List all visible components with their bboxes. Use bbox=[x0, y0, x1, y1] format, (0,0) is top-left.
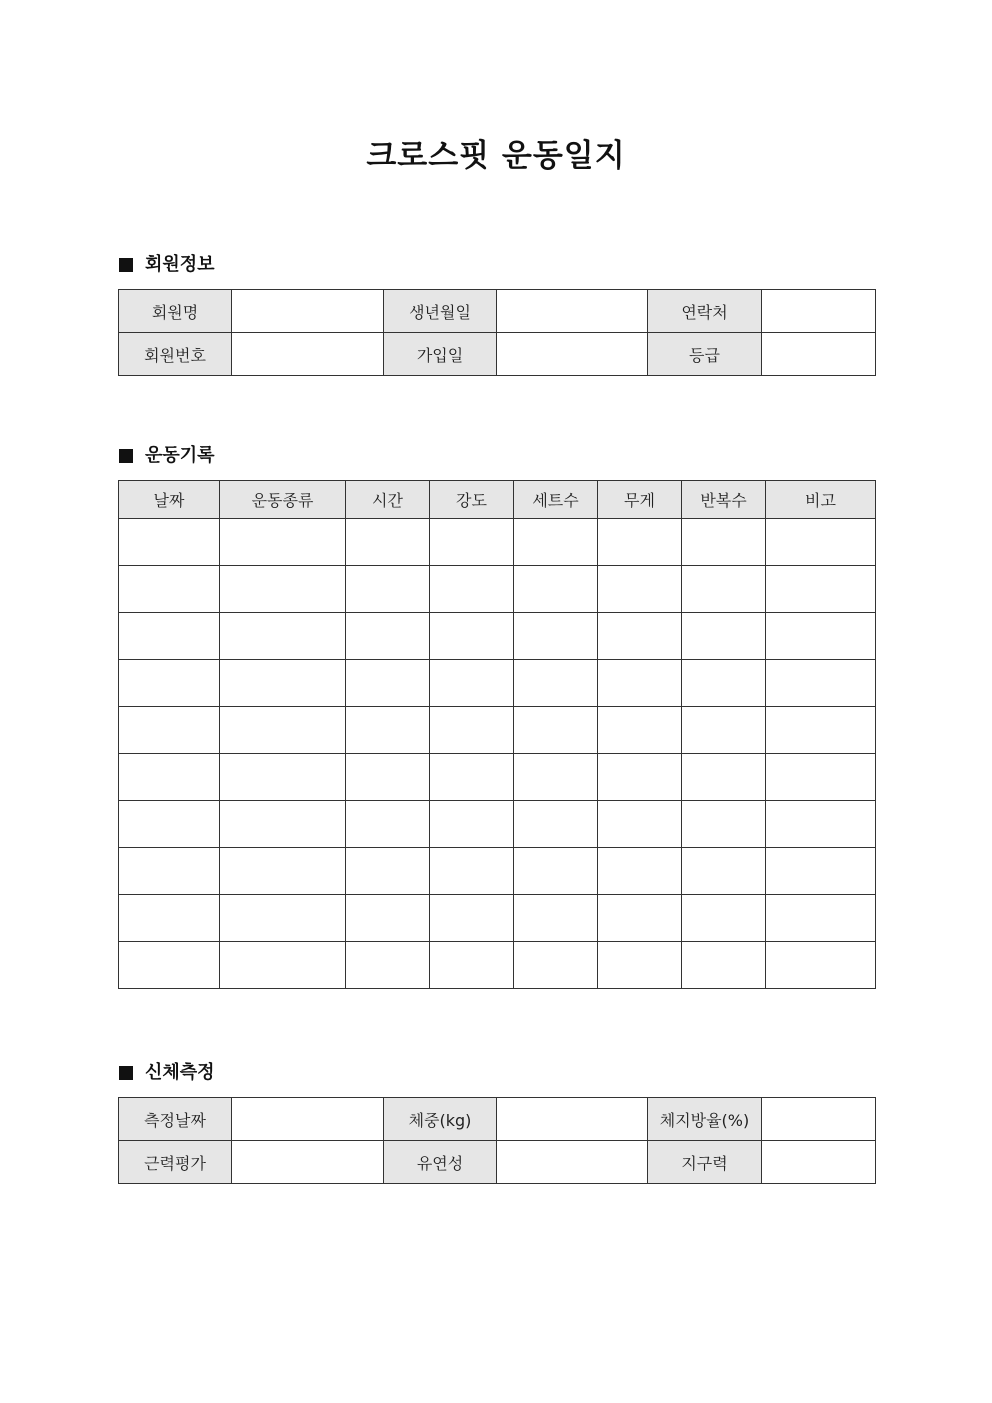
exercise-log-cell[interactable] bbox=[346, 613, 430, 660]
exercise-log-cell[interactable] bbox=[598, 707, 682, 754]
exercise-log-cell[interactable] bbox=[598, 566, 682, 613]
exercise-log-cell[interactable] bbox=[682, 801, 766, 848]
exercise-log-cell[interactable] bbox=[119, 895, 220, 942]
exercise-log-cell[interactable] bbox=[430, 613, 514, 660]
exercise-log-cell[interactable] bbox=[430, 707, 514, 754]
exercise-log-cell[interactable] bbox=[220, 707, 346, 754]
contact-label: 연락처 bbox=[648, 290, 762, 333]
table-row bbox=[119, 754, 876, 801]
flexibility-label: 유연성 bbox=[384, 1141, 497, 1184]
endurance-field[interactable] bbox=[762, 1141, 876, 1184]
exercise-log-cell[interactable] bbox=[346, 566, 430, 613]
exercise-log-cell[interactable] bbox=[119, 848, 220, 895]
birth-date-field[interactable] bbox=[497, 290, 648, 333]
exercise-log-cell[interactable] bbox=[220, 942, 346, 989]
column-header-date: 날짜 bbox=[119, 481, 220, 519]
member-number-field[interactable] bbox=[232, 333, 384, 376]
exercise-log-cell[interactable] bbox=[220, 566, 346, 613]
exercise-log-cell[interactable] bbox=[766, 613, 876, 660]
exercise-log-cell[interactable] bbox=[682, 613, 766, 660]
table-row bbox=[119, 333, 876, 376]
table-row bbox=[119, 801, 876, 848]
table-row bbox=[119, 1141, 876, 1184]
exercise-log-cell[interactable] bbox=[682, 942, 766, 989]
member-number-label: 회원번호 bbox=[119, 333, 232, 376]
join-date-label: 가입일 bbox=[384, 333, 497, 376]
exercise-log-cell[interactable] bbox=[220, 519, 346, 566]
exercise-log-cell[interactable] bbox=[766, 895, 876, 942]
exercise-log-cell[interactable] bbox=[514, 613, 598, 660]
table-row bbox=[119, 895, 876, 942]
exercise-log-cell[interactable] bbox=[346, 801, 430, 848]
exercise-log-cell[interactable] bbox=[766, 848, 876, 895]
exercise-log-cell[interactable] bbox=[514, 895, 598, 942]
exercise-log-cell[interactable] bbox=[346, 754, 430, 801]
exercise-log-cell[interactable] bbox=[514, 801, 598, 848]
exercise-log-cell[interactable] bbox=[119, 613, 220, 660]
exercise-log-cell[interactable] bbox=[766, 519, 876, 566]
column-header-reps: 반복수 bbox=[682, 481, 766, 519]
exercise-log-cell[interactable] bbox=[514, 848, 598, 895]
exercise-log-cell[interactable] bbox=[766, 942, 876, 989]
exercise-log-cell[interactable] bbox=[598, 660, 682, 707]
square-bullet-icon bbox=[119, 258, 133, 272]
endurance-label: 지구력 bbox=[648, 1141, 762, 1184]
strength-field[interactable] bbox=[232, 1141, 384, 1184]
body-measurement-table bbox=[118, 1097, 876, 1184]
exercise-log-cell[interactable] bbox=[346, 848, 430, 895]
exercise-log-heading bbox=[119, 444, 215, 468]
column-header-time: 시간 bbox=[346, 481, 430, 519]
grade-field[interactable] bbox=[762, 333, 876, 376]
exercise-log-cell[interactable] bbox=[682, 848, 766, 895]
exercise-log-cell[interactable] bbox=[430, 895, 514, 942]
exercise-log-cell[interactable] bbox=[119, 707, 220, 754]
table-row bbox=[119, 942, 876, 989]
body-measurement-heading bbox=[119, 1061, 215, 1085]
exercise-log-cell[interactable] bbox=[346, 895, 430, 942]
exercise-log-cell[interactable] bbox=[598, 519, 682, 566]
exercise-log-cell[interactable] bbox=[766, 801, 876, 848]
exercise-log-cell[interactable] bbox=[119, 754, 220, 801]
exercise-log-cell[interactable] bbox=[119, 660, 220, 707]
contact-field[interactable] bbox=[762, 290, 876, 333]
exercise-log-cell[interactable] bbox=[430, 566, 514, 613]
exercise-log-heading-text: 운동기록 bbox=[145, 445, 215, 466]
exercise-log-cell[interactable] bbox=[220, 801, 346, 848]
exercise-log-cell[interactable] bbox=[430, 848, 514, 895]
exercise-log-cell[interactable] bbox=[766, 566, 876, 613]
member-name-label: 회원명 bbox=[119, 290, 232, 333]
exercise-log-cell[interactable] bbox=[346, 519, 430, 566]
table-row bbox=[119, 519, 876, 566]
exercise-log-cell[interactable] bbox=[220, 848, 346, 895]
table-row bbox=[119, 848, 876, 895]
exercise-log-cell[interactable] bbox=[682, 519, 766, 566]
body-fat-label: 체지방율(%) bbox=[648, 1098, 762, 1141]
exercise-log-cell[interactable] bbox=[220, 754, 346, 801]
column-header-sets: 세트수 bbox=[514, 481, 598, 519]
weight-field[interactable] bbox=[497, 1098, 648, 1141]
exercise-log-cell[interactable] bbox=[514, 754, 598, 801]
exercise-log-cell[interactable] bbox=[430, 519, 514, 566]
table-header-row bbox=[119, 481, 876, 519]
exercise-log-cell[interactable] bbox=[766, 660, 876, 707]
exercise-log-cell[interactable] bbox=[346, 660, 430, 707]
exercise-log-cell[interactable] bbox=[430, 754, 514, 801]
member-info-table bbox=[118, 289, 876, 376]
exercise-log-cell[interactable] bbox=[430, 942, 514, 989]
exercise-log-cell[interactable] bbox=[119, 519, 220, 566]
square-bullet-icon bbox=[119, 449, 133, 463]
exercise-log-cell[interactable] bbox=[220, 895, 346, 942]
column-header-intensity: 강도 bbox=[430, 481, 514, 519]
exercise-log-cell[interactable] bbox=[682, 895, 766, 942]
member-info-heading bbox=[119, 253, 215, 277]
body-fat-field[interactable] bbox=[762, 1098, 876, 1141]
body-measurement-heading-text: 신체측정 bbox=[145, 1062, 215, 1083]
exercise-log-cell[interactable] bbox=[682, 566, 766, 613]
grade-label: 등급 bbox=[648, 333, 762, 376]
member-info-heading-text: 회원정보 bbox=[145, 254, 215, 275]
table-row bbox=[119, 566, 876, 613]
exercise-log-cell[interactable] bbox=[430, 660, 514, 707]
measure-date-label: 측정날짜 bbox=[119, 1098, 232, 1141]
exercise-log-cell[interactable] bbox=[766, 707, 876, 754]
square-bullet-icon bbox=[119, 1066, 133, 1080]
exercise-log-cell[interactable] bbox=[766, 754, 876, 801]
column-header-weight: 무게 bbox=[598, 481, 682, 519]
table-row bbox=[119, 707, 876, 754]
column-header-notes: 비고 bbox=[766, 481, 876, 519]
exercise-log-cell[interactable] bbox=[514, 566, 598, 613]
exercise-log-cell[interactable] bbox=[682, 754, 766, 801]
exercise-log-cell[interactable] bbox=[682, 707, 766, 754]
exercise-log-cell[interactable] bbox=[346, 942, 430, 989]
exercise-log-cell[interactable] bbox=[514, 942, 598, 989]
strength-label: 근력평가 bbox=[119, 1141, 232, 1184]
exercise-log-cell[interactable] bbox=[514, 519, 598, 566]
table-row bbox=[119, 660, 876, 707]
exercise-log-cell[interactable] bbox=[430, 801, 514, 848]
exercise-log-table bbox=[118, 480, 876, 989]
exercise-log-cell[interactable] bbox=[346, 707, 430, 754]
exercise-log-cell[interactable] bbox=[598, 613, 682, 660]
exercise-log-cell[interactable] bbox=[514, 707, 598, 754]
exercise-log-cell[interactable] bbox=[598, 848, 682, 895]
exercise-log-cell[interactable] bbox=[598, 895, 682, 942]
exercise-log-cell[interactable] bbox=[598, 942, 682, 989]
exercise-log-cell[interactable] bbox=[682, 660, 766, 707]
exercise-log-cell[interactable] bbox=[119, 801, 220, 848]
flexibility-field[interactable] bbox=[497, 1141, 648, 1184]
exercise-log-cell[interactable] bbox=[598, 801, 682, 848]
exercise-log-cell[interactable] bbox=[220, 660, 346, 707]
weight-label: 체중(kg) bbox=[384, 1098, 497, 1141]
birth-date-label: 생년월일 bbox=[384, 290, 497, 333]
member-name-field[interactable] bbox=[232, 290, 384, 333]
exercise-log-body bbox=[119, 519, 876, 989]
table-row bbox=[119, 613, 876, 660]
exercise-log-cell[interactable] bbox=[119, 942, 220, 989]
page-title: 크로스핏 운동일지 bbox=[366, 138, 626, 174]
join-date-field[interactable] bbox=[497, 333, 648, 376]
exercise-log-cell[interactable] bbox=[598, 754, 682, 801]
table-row bbox=[119, 1098, 876, 1141]
exercise-log-cell[interactable] bbox=[119, 566, 220, 613]
exercise-log-cell[interactable] bbox=[514, 660, 598, 707]
table-row bbox=[119, 290, 876, 333]
exercise-log-cell[interactable] bbox=[220, 613, 346, 660]
column-header-exercise-type: 운동종류 bbox=[220, 481, 346, 519]
measure-date-field[interactable] bbox=[232, 1098, 384, 1141]
